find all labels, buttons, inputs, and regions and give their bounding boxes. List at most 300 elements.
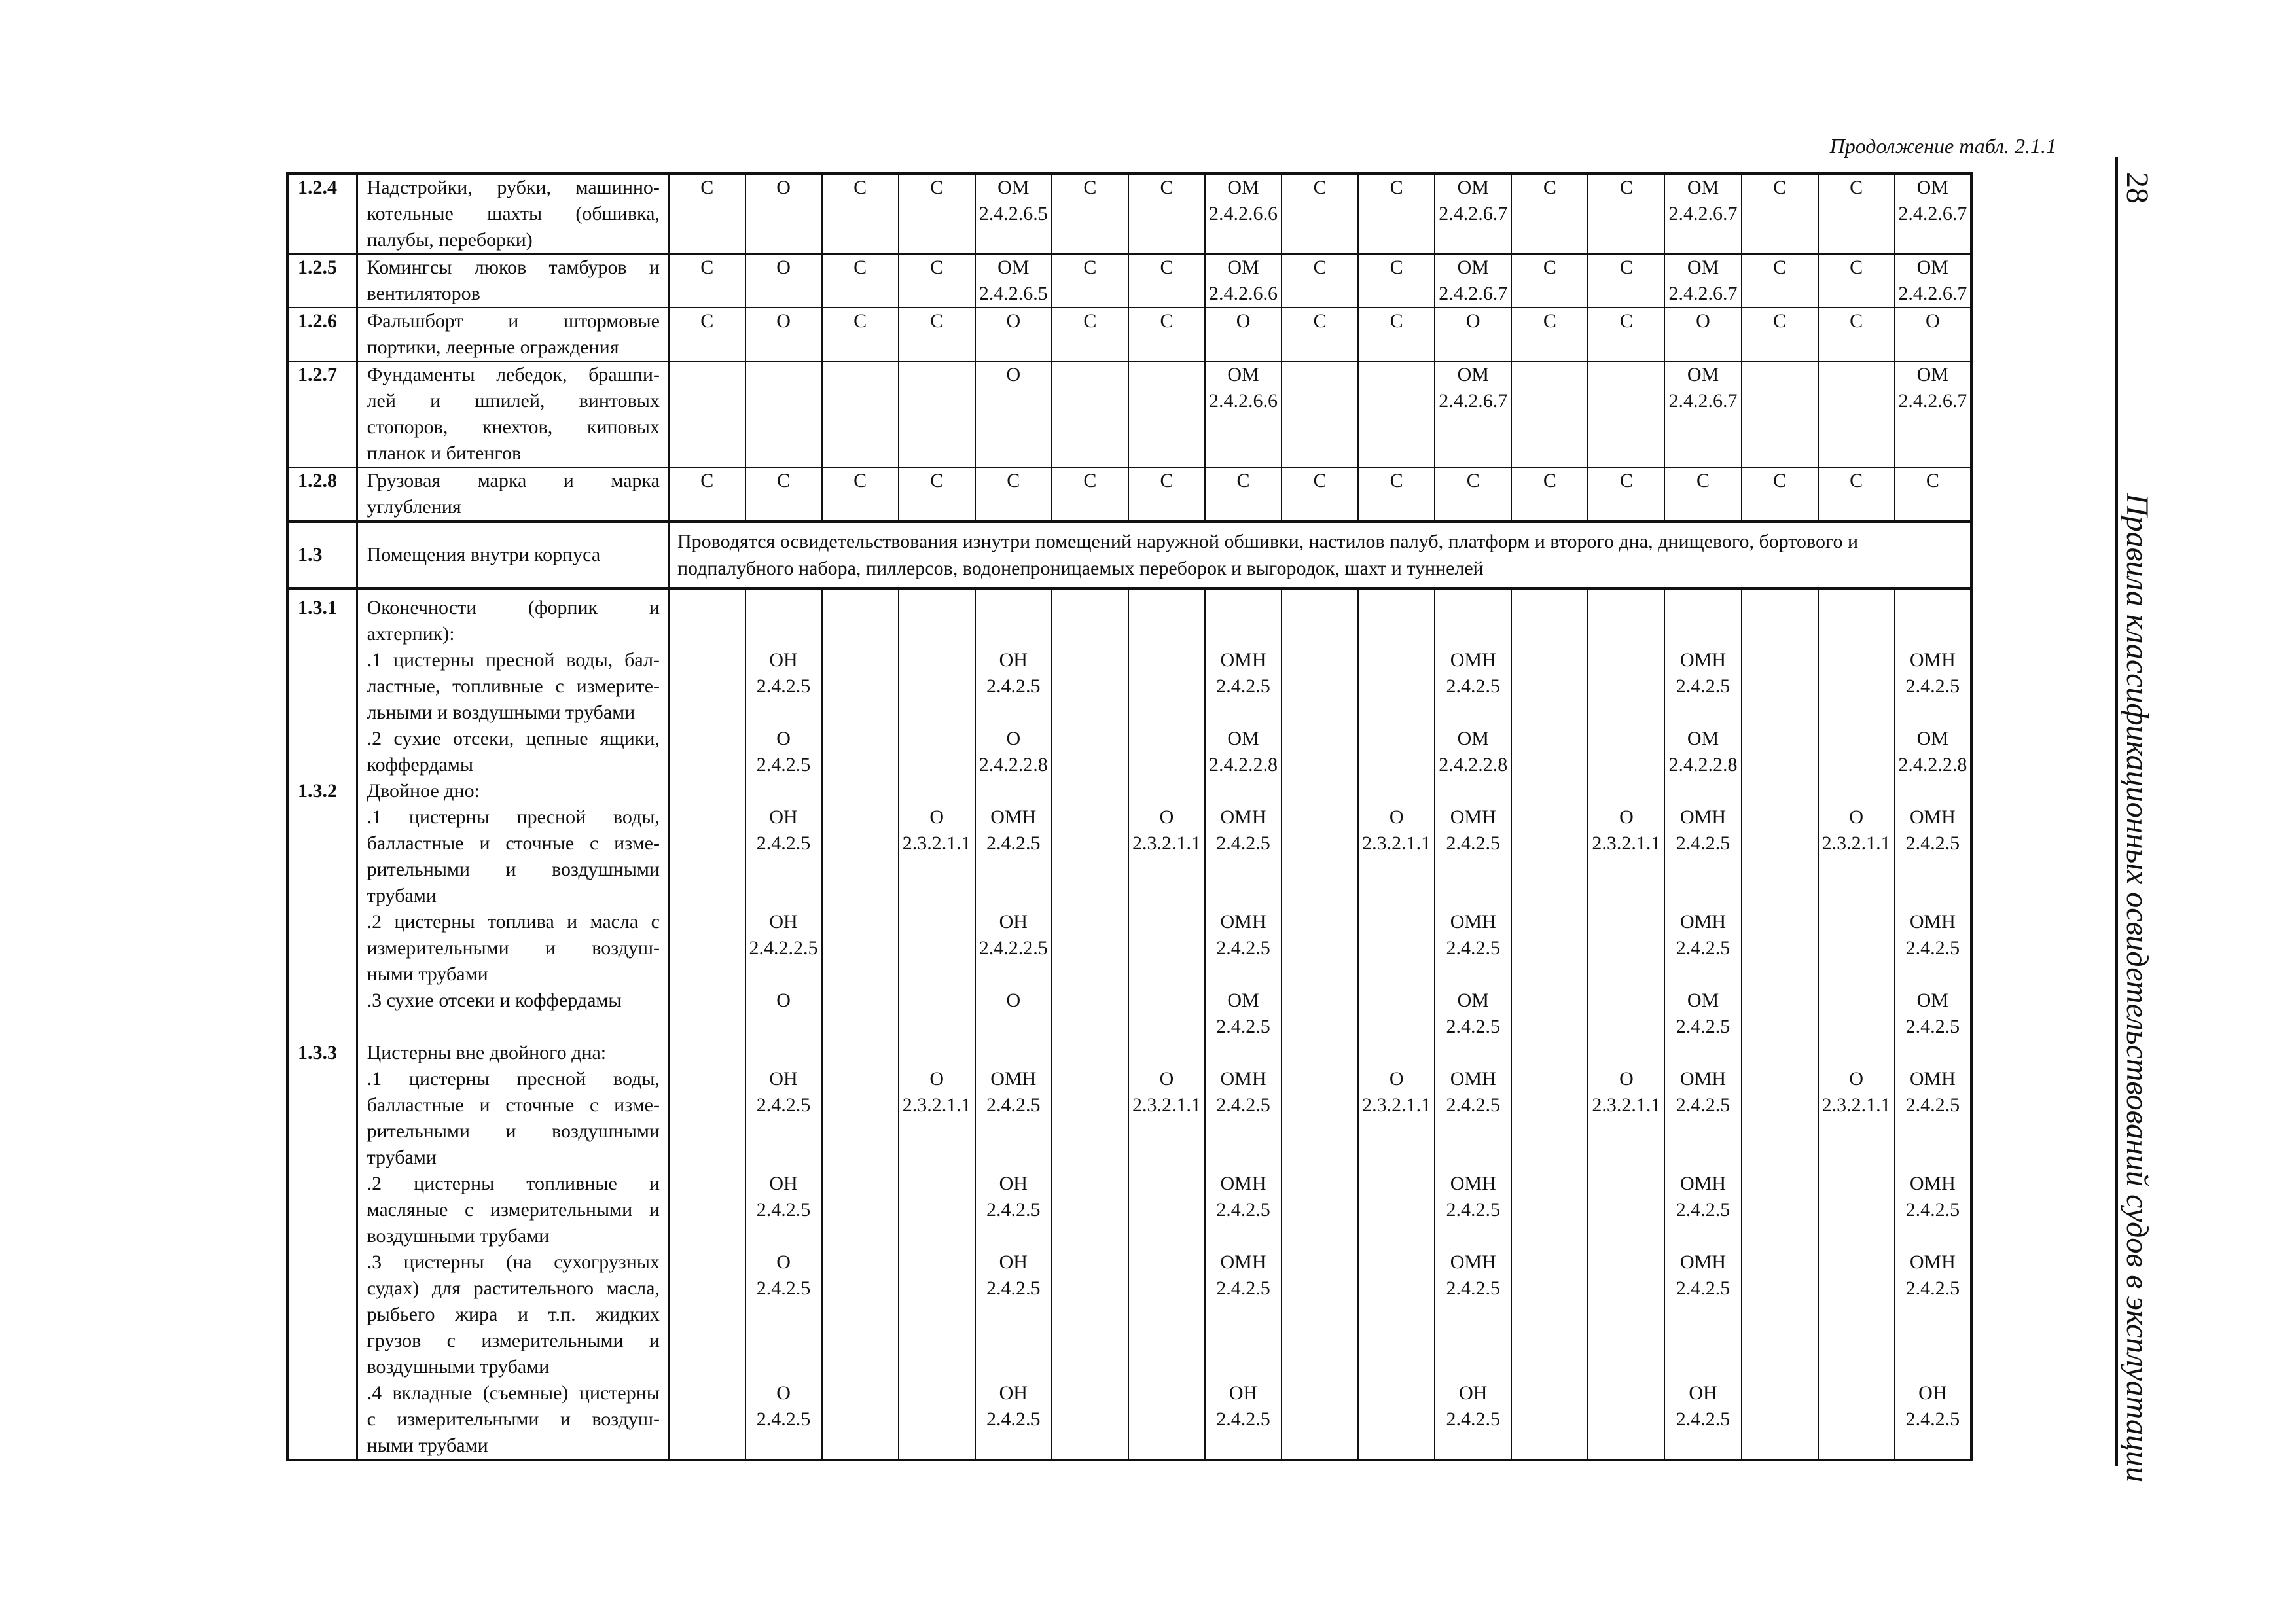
survey-spacer (1512, 1066, 1587, 1092)
survey-cell (1895, 361, 1971, 467)
survey-spacer (899, 647, 975, 673)
survey-cell (1282, 173, 1358, 254)
survey-spacer (1052, 804, 1128, 830)
survey-spacer (823, 1118, 898, 1145)
survey-spacer (976, 1145, 1051, 1171)
survey-spacer (823, 647, 898, 673)
survey-spacer (823, 935, 898, 961)
survey-cell (1205, 361, 1282, 467)
survey-value: ОН (999, 1173, 1028, 1194)
survey-value: С (1236, 470, 1250, 491)
survey-spacer (1435, 1433, 1511, 1459)
survey-spacer (1282, 804, 1357, 830)
survey-spacer (1282, 726, 1357, 752)
survey-spacer (1206, 1433, 1281, 1459)
survey-spacer (1282, 1014, 1357, 1040)
survey-spacer (1129, 909, 1204, 935)
survey-spacer (1665, 857, 1740, 883)
survey-cell (745, 173, 822, 254)
survey-spacer (1742, 647, 1818, 673)
survey-value: 2.4.2.5 (1676, 1277, 1731, 1299)
survey-spacer (1512, 804, 1587, 830)
survey-spacer (1819, 647, 1894, 673)
survey-value: 2.4.2.2.8 (978, 754, 1048, 776)
survey-spacer (1052, 961, 1128, 988)
survey-value: С (930, 470, 944, 491)
survey-value: 2.4.2.6.7 (1668, 283, 1738, 304)
survey-spacer (1282, 1328, 1357, 1354)
survey-cell (899, 467, 975, 522)
survey-spacer (1052, 778, 1128, 804)
survey-value: 2.4.2.5 (1676, 1016, 1731, 1037)
row-number-text (298, 1197, 356, 1223)
survey-spacer (823, 778, 898, 804)
survey-value: О (1006, 728, 1021, 749)
survey-spacer (1512, 909, 1587, 935)
survey-cell (1205, 173, 1282, 254)
survey-value: ОН (769, 1068, 798, 1090)
survey-cell (745, 361, 822, 467)
survey-value: О (776, 177, 791, 198)
survey-cell (1664, 467, 1741, 522)
survey-value: ОН (999, 649, 1028, 671)
survey-spacer (1819, 621, 1894, 647)
survey-spacer (1512, 1328, 1587, 1354)
survey-spacer (1742, 1145, 1818, 1171)
survey-value: С (1543, 470, 1556, 491)
survey-spacer (1512, 647, 1587, 673)
survey-spacer (976, 595, 1051, 621)
survey-value: ОН (769, 649, 798, 671)
survey-spacer (1129, 1406, 1204, 1433)
survey-spacer (1435, 1328, 1511, 1354)
survey-spacer (746, 1145, 821, 1171)
survey-spacer (1206, 1354, 1281, 1380)
survey-value: О (929, 1068, 944, 1090)
survey-spacer (1359, 1354, 1434, 1380)
survey-value: С (1160, 177, 1174, 198)
survey-spacer (670, 1145, 745, 1171)
survey-spacer (1359, 961, 1434, 988)
row-number-text (298, 726, 356, 752)
survey-spacer (1588, 700, 1664, 726)
survey-cell (1052, 254, 1128, 308)
survey-spacer (1435, 883, 1511, 909)
survey-cell (668, 254, 745, 308)
survey-value: ОМН (1450, 649, 1496, 671)
survey-spacer (1282, 1406, 1357, 1433)
survey-spacer (670, 726, 745, 752)
survey-cell (1128, 254, 1205, 308)
survey-spacer (1359, 673, 1434, 700)
survey-value: О (929, 806, 944, 828)
survey-value: С (1083, 257, 1097, 278)
row-number (287, 588, 357, 1460)
survey-value: О (1389, 806, 1404, 828)
survey-spacer (1359, 1014, 1434, 1040)
survey-cell (975, 254, 1052, 308)
survey-spacer (1665, 1433, 1740, 1459)
survey-value: 2.4.2.5 (1446, 1094, 1500, 1116)
survey-value: С (1313, 177, 1327, 198)
survey-value: ОМН (1450, 806, 1496, 828)
survey-spacer (1359, 1328, 1434, 1354)
description-line: планок и битенгов (367, 442, 522, 464)
survey-spacer (1895, 857, 1970, 883)
survey-spacer (1665, 1223, 1740, 1249)
table-row (287, 467, 1971, 522)
survey-cell (822, 173, 899, 254)
row-number-text: 1.2.7 (298, 364, 337, 385)
survey-spacer (1588, 673, 1664, 700)
row-number-text (298, 830, 356, 857)
row-number-text (298, 700, 356, 726)
survey-cell (1818, 254, 1895, 308)
survey-value: С (1850, 257, 1863, 278)
survey-cell (1742, 361, 1818, 467)
row-number-text (298, 961, 356, 988)
survey-value: О (1849, 806, 1863, 828)
survey-spacer (976, 857, 1051, 883)
survey-cell (1818, 467, 1895, 522)
survey-spacer (1052, 1223, 1128, 1249)
survey-cell (1282, 588, 1358, 1460)
survey-spacer (1512, 1197, 1587, 1223)
survey-spacer (823, 1223, 898, 1249)
survey-spacer (1435, 1118, 1511, 1145)
description-line: ластные, топливные с измерите- (367, 675, 660, 697)
survey-spacer (670, 1197, 745, 1223)
survey-spacer (1359, 1380, 1434, 1406)
survey-spacer (1512, 1223, 1587, 1249)
survey-cell (1664, 588, 1741, 1460)
survey-spacer (1052, 700, 1128, 726)
survey-spacer (1512, 961, 1587, 988)
survey-value: С (853, 470, 867, 491)
survey-spacer (899, 1406, 975, 1433)
survey-spacer (1359, 752, 1434, 778)
survey-spacer (1129, 1197, 1204, 1223)
survey-value: 2.4.2.5 (1676, 937, 1731, 959)
survey-spacer (1052, 1092, 1128, 1118)
survey-spacer (1665, 883, 1740, 909)
survey-spacer (1435, 1354, 1511, 1380)
survey-spacer (823, 726, 898, 752)
survey-spacer (1359, 988, 1434, 1014)
table-row (287, 361, 1971, 467)
survey-spacer (1742, 621, 1818, 647)
survey-spacer (899, 1040, 975, 1066)
survey-value: ОМН (1909, 1068, 1956, 1090)
survey-cell (899, 588, 975, 1460)
survey-spacer (1742, 1197, 1818, 1223)
survey-spacer (1512, 752, 1587, 778)
survey-spacer (1895, 621, 1970, 647)
table-row (287, 588, 1971, 1460)
survey-value: 2.4.2.6.7 (1439, 203, 1508, 224)
row-number (287, 361, 357, 467)
survey-value: ОМ (1227, 177, 1259, 198)
survey-value: С (1543, 257, 1556, 278)
survey-value: 2.4.2.2.5 (978, 937, 1048, 959)
survey-value: 2.4.2.5 (1676, 675, 1731, 697)
survey-spacer (899, 621, 975, 647)
survey-spacer (899, 778, 975, 804)
survey-value: ОМН (1679, 911, 1726, 933)
survey-spacer (976, 961, 1051, 988)
survey-spacer (1819, 1354, 1894, 1380)
survey-spacer (823, 1249, 898, 1275)
survey-spacer (1588, 1302, 1664, 1328)
description-line: стопоров, кнехтов, киповых (367, 416, 660, 438)
survey-value: ОМ (1916, 990, 1949, 1011)
survey-spacer (823, 804, 898, 830)
survey-cell (1742, 308, 1818, 361)
description-line: Оконечности (форпик и (367, 597, 660, 618)
survey-spacer (1359, 1302, 1434, 1328)
survey-spacer (1895, 1040, 1970, 1066)
survey-value: ОМ (1687, 364, 1719, 385)
survey-spacer (823, 1197, 898, 1223)
survey-cell (1511, 254, 1588, 308)
survey-cell (1205, 467, 1282, 522)
survey-value: О (1389, 1068, 1404, 1090)
survey-cell (1052, 361, 1128, 467)
survey-spacer (1895, 778, 1970, 804)
survey-value: О (1236, 310, 1251, 332)
survey-spacer (1129, 673, 1204, 700)
table-row (287, 308, 1971, 361)
row-number-text (298, 673, 356, 700)
survey-spacer (1282, 778, 1357, 804)
survey-value: ОМН (1220, 1173, 1266, 1194)
survey-value: 2.4.2.5 (756, 1199, 811, 1221)
survey-cell (899, 173, 975, 254)
survey-spacer (746, 595, 821, 621)
survey-value: 2.3.2.1.1 (1132, 832, 1201, 854)
survey-spacer (1282, 673, 1357, 700)
survey-value: С (700, 257, 714, 278)
survey-value: О (1619, 806, 1634, 828)
row-number-text: 1.2.8 (298, 470, 337, 491)
survey-value: ОМН (1220, 806, 1266, 828)
survey-spacer (1512, 1275, 1587, 1302)
survey-value: 2.4.2.6.7 (1439, 283, 1508, 304)
survey-spacer (1819, 778, 1894, 804)
survey-spacer (823, 1380, 898, 1406)
survey-spacer (670, 1275, 745, 1302)
survey-spacer (1742, 673, 1818, 700)
survey-spacer (976, 621, 1051, 647)
survey-spacer (1819, 988, 1894, 1014)
survey-value: 2.4.2.5 (1446, 1277, 1500, 1299)
survey-spacer (899, 988, 975, 1014)
survey-spacer (823, 961, 898, 988)
survey-spacer (1512, 778, 1587, 804)
survey-value: 2.4.2.5 (1446, 675, 1500, 697)
survey-value: О (776, 728, 791, 749)
description-line: воздушными трубами (367, 1356, 550, 1378)
survey-spacer (1665, 1145, 1740, 1171)
survey-spacer (1282, 1145, 1357, 1171)
survey-spacer (1588, 1197, 1664, 1223)
survey-spacer (1435, 961, 1511, 988)
survey-cell (899, 254, 975, 308)
survey-spacer (1282, 883, 1357, 909)
survey-cell (1052, 467, 1128, 522)
survey-spacer (1819, 1145, 1894, 1171)
survey-spacer (899, 1275, 975, 1302)
survey-spacer (1435, 1223, 1511, 1249)
survey-value: 2.4.2.6.7 (1898, 203, 1967, 224)
survey-value: 2.4.2.2.8 (1439, 754, 1508, 776)
survey-spacer (823, 673, 898, 700)
survey-spacer (1282, 1118, 1357, 1145)
survey-value: ОМ (1916, 728, 1949, 749)
survey-cell (1435, 467, 1511, 522)
survey-cell (822, 308, 899, 361)
survey-value: ОН (769, 1173, 798, 1194)
survey-spacer (823, 1171, 898, 1197)
survey-spacer (976, 1118, 1051, 1145)
survey-spacer (746, 1014, 821, 1040)
survey-value: 2.4.2.5 (1905, 1016, 1960, 1037)
row-number-text (298, 1328, 356, 1354)
survey-spacer (1819, 1433, 1894, 1459)
description-line: .1 цистерны пресной воды, бал- (367, 649, 660, 671)
survey-cell (1664, 173, 1741, 254)
survey-spacer (1895, 1145, 1970, 1171)
survey-spacer (1819, 726, 1894, 752)
survey-spacer (1359, 1118, 1434, 1145)
survey-value: С (1390, 470, 1403, 491)
survey-spacer (670, 1354, 745, 1380)
survey-value: С (1850, 310, 1863, 332)
survey-value: 2.4.2.6.7 (1668, 203, 1738, 224)
survey-spacer (746, 883, 821, 909)
survey-spacer (1052, 1406, 1128, 1433)
survey-value: ОМ (1457, 257, 1489, 278)
survey-spacer (1052, 935, 1128, 961)
survey-value: О (1006, 310, 1021, 332)
survey-spacer (1512, 1354, 1587, 1380)
survey-spacer (823, 830, 898, 857)
survey-value: ОМ (1227, 990, 1259, 1011)
description-line: .2 цистерны топливные и (367, 1173, 660, 1194)
survey-spacer (1282, 1171, 1357, 1197)
row-number-text: 1.3.1 (298, 597, 337, 618)
survey-spacer (1665, 700, 1740, 726)
survey-spacer (899, 1171, 975, 1197)
description-line: льными и воздушными трубами (367, 702, 636, 723)
description-line: углубления (367, 496, 461, 518)
survey-spacer (899, 1249, 975, 1275)
survey-spacer (670, 595, 745, 621)
survey-value: 2.4.2.6.7 (1898, 283, 1967, 304)
survey-value: С (930, 257, 944, 278)
survey-spacer (1819, 1328, 1894, 1354)
survey-value: С (1619, 257, 1633, 278)
row-number-text (298, 752, 356, 778)
survey-spacer (899, 909, 975, 935)
survey-cell (1742, 173, 1818, 254)
survey-spacer (1129, 1040, 1204, 1066)
survey-spacer (1282, 1066, 1357, 1092)
survey-value: ОН (1918, 1382, 1947, 1404)
survey-spacer (1282, 595, 1357, 621)
survey-spacer (1588, 935, 1664, 961)
survey-spacer (670, 935, 745, 961)
survey-spacer (1359, 909, 1434, 935)
survey-value: ОМ (1457, 990, 1489, 1011)
survey-spacer (670, 909, 745, 935)
description-line: .2 цистерны топлива и масла с (367, 911, 660, 933)
survey-value: О (776, 990, 791, 1011)
survey-value: ОМН (1679, 1251, 1726, 1273)
survey-spacer (1665, 595, 1740, 621)
survey-spacer (1512, 700, 1587, 726)
survey-value: О (776, 1251, 791, 1273)
survey-spacer (1206, 1302, 1281, 1328)
survey-value: 2.4.2.2.8 (1209, 754, 1278, 776)
survey-value: 2.3.2.1.1 (1821, 832, 1891, 854)
survey-cell (975, 308, 1052, 361)
survey-value: С (1619, 177, 1633, 198)
survey-spacer (1742, 1380, 1818, 1406)
survey-spacer (823, 700, 898, 726)
survey-cell (1128, 588, 1205, 1460)
survey-spacer (1052, 988, 1128, 1014)
survey-cell (822, 467, 899, 522)
survey-spacer (1588, 1249, 1664, 1275)
row-number-text (298, 1380, 356, 1406)
survey-spacer (670, 804, 745, 830)
survey-spacer (1742, 909, 1818, 935)
survey-spacer (670, 752, 745, 778)
survey-spacer (1282, 1197, 1357, 1223)
survey-spacer (1742, 830, 1818, 857)
survey-spacer (1129, 935, 1204, 961)
row-number (287, 254, 357, 308)
survey-spacer (746, 621, 821, 647)
row-description (357, 254, 668, 308)
survey-cell (1588, 588, 1664, 1460)
survey-spacer (746, 1118, 821, 1145)
survey-spacer (1665, 1040, 1740, 1066)
survey-spacer (976, 1328, 1051, 1354)
survey-spacer (823, 595, 898, 621)
survey-spacer (1895, 700, 1970, 726)
survey-value: ОМН (1679, 1173, 1726, 1194)
survey-spacer (1359, 1223, 1434, 1249)
table-row (287, 173, 1971, 254)
survey-spacer (1129, 752, 1204, 778)
survey-spacer (1665, 1118, 1740, 1145)
row-number-text (298, 1354, 356, 1380)
survey-spacer (1052, 1433, 1128, 1459)
survey-spacer (1588, 621, 1664, 647)
survey-spacer (1895, 1302, 1970, 1328)
survey-cell (1358, 254, 1435, 308)
survey-cell (1511, 308, 1588, 361)
survey-spacer (1588, 752, 1664, 778)
survey-spacer (823, 909, 898, 935)
survey-spacer (1742, 1433, 1818, 1459)
survey-spacer (670, 1328, 745, 1354)
survey-value: ОМН (1450, 1068, 1496, 1090)
survey-value: 2.4.2.6.5 (978, 203, 1048, 224)
survey-spacer (1129, 1433, 1204, 1459)
